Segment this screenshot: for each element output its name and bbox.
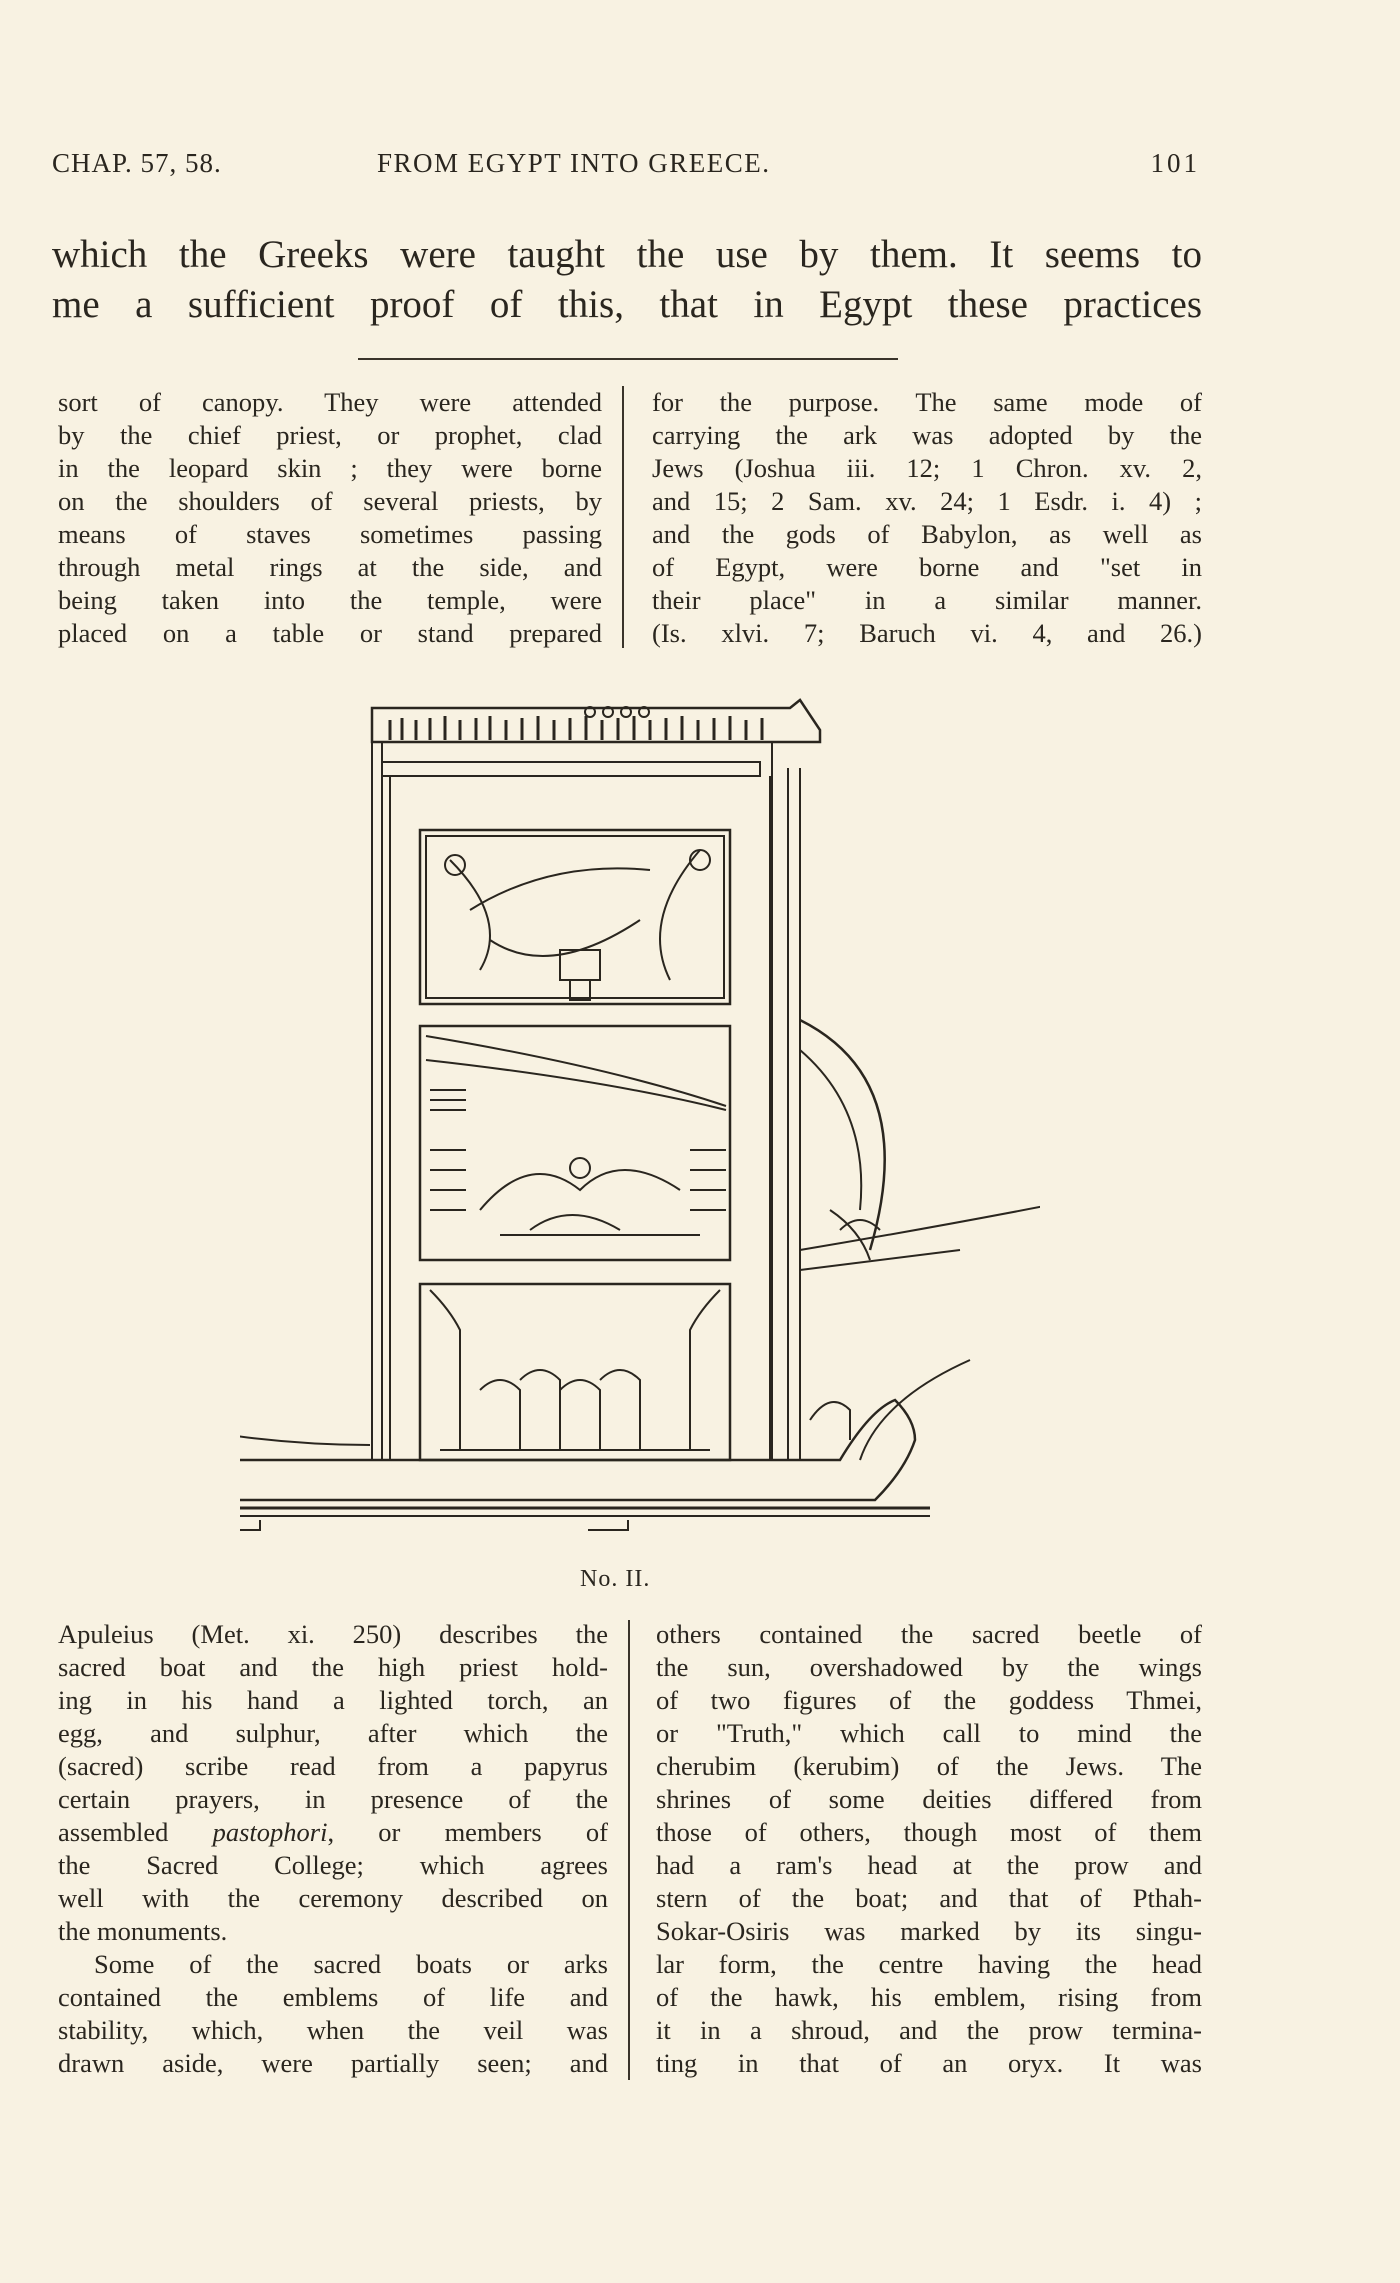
note-line: Some of the sacred boats or arks — [94, 1949, 608, 1979]
main-text-line: me a sufficient proof of this, that in Egypt these practices — [52, 283, 1202, 326]
note-line: Sokar-Osiris was marked by its singu- — [656, 1916, 1202, 1946]
note-line: certain prayers, in presence of the — [58, 1784, 608, 1814]
note-top-right-column — [652, 386, 1202, 650]
note-line: means of staves sometimes passing — [58, 519, 602, 549]
main-text — [52, 230, 1202, 330]
note-line: through metal rings at the side, and — [58, 552, 602, 582]
note-line: (sacred) scribe read from a papyrus — [58, 1751, 608, 1781]
note-line: Jews (Joshua iii. 12; 1 Chron. xv. 2, — [652, 453, 1202, 483]
note-line: and 15; 2 Sam. xv. 24; 1 Esdr. i. 4) ; — [652, 486, 1202, 516]
note-line: carrying the ark was adopted by the — [652, 420, 1202, 450]
note-line: ing in his hand a lighted torch, an — [58, 1685, 608, 1715]
note-line: assembled pastophori, or members of — [58, 1817, 608, 1847]
page-number: 101 — [1150, 148, 1200, 178]
note-line: ting in that of an oryx. It was — [656, 2048, 1202, 2078]
note-line: stern of the boat; and that of Pthah- — [656, 1883, 1202, 1913]
running-title: FROM EGYPT INTO GREECE. — [377, 148, 771, 178]
chapter-reference: CHAP. 57, 58. — [52, 148, 222, 178]
note-line: and the gods of Babylon, as well as — [652, 519, 1202, 549]
note-line: the monuments. — [58, 1916, 228, 1946]
note-line: the Sacred College; which agrees — [58, 1850, 608, 1880]
note-line: those of others, though most of them — [656, 1817, 1202, 1847]
sacred-ark-figure — [240, 690, 1040, 1570]
note-line: Apuleius (Met. xi. 250) describes the — [58, 1619, 608, 1649]
note-line: cherubim (kerubim) of the Jews. The — [656, 1751, 1202, 1781]
note-line: of two figures of the goddess Thmei, — [656, 1685, 1202, 1715]
note-line: egg, and sulphur, after which the — [58, 1718, 608, 1748]
note-line: by the chief priest, or prophet, clad — [58, 420, 602, 450]
note-line: (Is. xlvi. 7; Baruch vi. 4, and 26.) — [652, 618, 1202, 648]
note-line: for the purpose. The same mode of — [652, 387, 1202, 417]
note-line: shrines of some deities differed from — [656, 1784, 1202, 1814]
note-line: on the shoulders of several priests, by — [58, 486, 602, 516]
note-line: had a ram's head at the prow and — [656, 1850, 1202, 1880]
note-line: in the leopard skin ; they were borne — [58, 453, 602, 483]
note-line: it in a shroud, and the prow termina- — [656, 2015, 1202, 2045]
note-line: of Egypt, were borne and "set in — [652, 552, 1202, 582]
note-line: lar form, the centre having the head — [656, 1949, 1202, 1979]
note-line: being taken into the temple, were — [58, 585, 602, 615]
figure-caption: No. II. — [580, 1566, 651, 1592]
note-line: sacred boat and the high priest hold- — [58, 1652, 608, 1682]
note-line: their place" in a similar manner. — [652, 585, 1202, 615]
note-line: well with the ceremony described on — [58, 1883, 608, 1913]
main-text-line: which the Greeks were taught the use by them. It seems to — [52, 233, 1202, 276]
note-line: drawn aside, were partially seen; and — [58, 2048, 608, 2078]
column-separator — [628, 1620, 630, 2080]
note-line: of the hawk, his emblem, rising from — [656, 1982, 1202, 2012]
note-line: sort of canopy. They were attended — [58, 387, 602, 417]
note-line: the sun, overshadowed by the wings — [656, 1652, 1202, 1682]
sacred-ark-shrine-illustration — [240, 690, 1040, 1570]
note-line: contained the emblems of life and — [58, 1982, 608, 2012]
note-bottom-left-column — [58, 1618, 608, 2080]
column-separator — [622, 386, 624, 648]
note-line: or "Truth," which call to mind the — [656, 1718, 1202, 1748]
note-line: others contained the sacred beetle of — [656, 1619, 1202, 1649]
note-top-left-column — [58, 386, 602, 650]
note-line: placed on a table or stand prepared — [58, 618, 602, 648]
footnote-rule — [358, 358, 898, 360]
note-line: stability, which, when the veil was — [58, 2015, 608, 2045]
note-bottom-right-column — [656, 1618, 1202, 2080]
running-header — [52, 148, 1200, 188]
